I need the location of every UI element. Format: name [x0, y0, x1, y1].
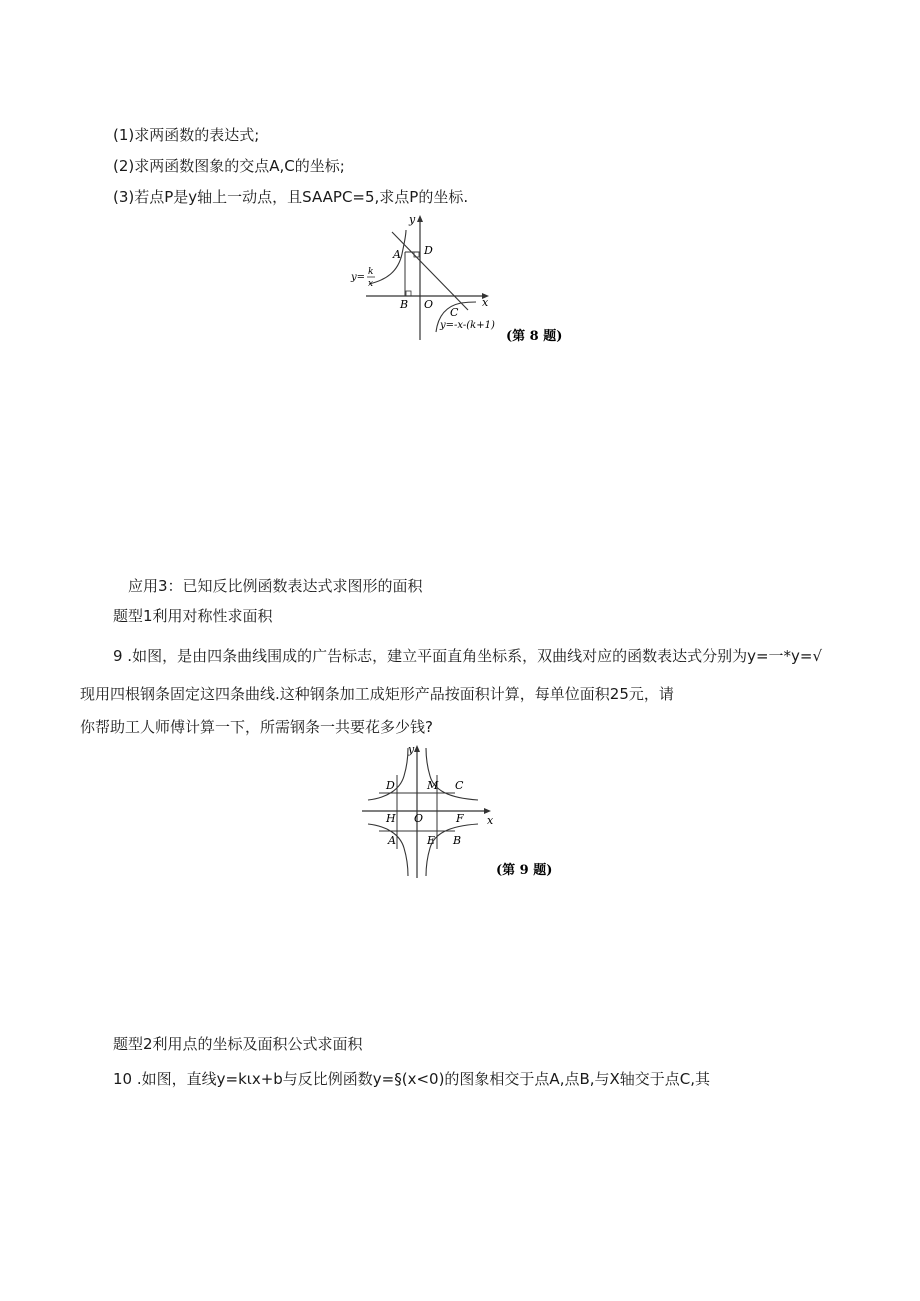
- fig8-caption: (第 8 题): [506, 329, 563, 344]
- q10-line1: 10 .如图，直线y=kιx+b与反比例函数y=§(x<0)的图象相交于点A,点B,与X轴交于点C,其: [113, 1070, 711, 1088]
- section-type1: 题型1利用对称性求面积: [113, 607, 273, 625]
- fig8-right-angle-b: [406, 291, 411, 296]
- fig8-curve-label-x: x: [368, 279, 374, 289]
- fig8-curve-label-k: k: [368, 267, 374, 277]
- q8-part3: (3)若点P是y轴上一动点，且SAAPC=5,求点P的坐标.: [113, 188, 469, 206]
- fig9-point-o: O: [414, 812, 424, 825]
- fig8-point-c: C: [450, 306, 459, 319]
- fig9-point-e: E: [427, 834, 436, 847]
- fig8-y-arrow: [417, 215, 423, 222]
- fig9-y-arrow: [414, 745, 420, 752]
- fig8-line-label: y=-x-(k+1): [440, 320, 495, 331]
- fig8-curve-label-y: y=: [351, 272, 366, 283]
- q8-part2: (2)求两函数图象的交点A,C的坐标;: [113, 157, 345, 175]
- fig8-point-b: B: [400, 298, 409, 311]
- fig8-point-d: D: [424, 244, 433, 257]
- fig9-point-m: M: [427, 779, 439, 792]
- fig9-curve-top-left: [368, 748, 408, 800]
- fig9-caption: (第 9 题): [496, 863, 553, 878]
- section-type2: 题型2利用点的坐标及面积公式求面积: [113, 1035, 363, 1053]
- fig9-point-h: H: [386, 812, 396, 825]
- fig9-curve-bottom-right: [426, 824, 478, 876]
- fig9-point-c: C: [455, 779, 464, 792]
- q8-part1: (1)求两函数的表达式;: [113, 126, 260, 144]
- q9-line1: 9 .如图，是由四条曲线围成的广告标志，建立平面直角坐标系，双曲线对应的函数表达式分别为y=一*y=√: [113, 647, 823, 665]
- fig9-point-a: A: [388, 834, 396, 847]
- fig8-point-o: O: [424, 298, 434, 311]
- fig9-curve-bottom-left: [368, 824, 408, 876]
- fig8-right-angle-d: [414, 252, 419, 257]
- q9-line2: 现用四根钢条固定这四条曲线.这种钢条加工成矩形产品按面积计算，每单位面积25元，请: [80, 685, 674, 703]
- fig9-curve-top-right: [426, 748, 478, 800]
- fig9-y-label: y: [408, 743, 415, 756]
- figure-8: [346, 210, 586, 350]
- q9-line3: 你帮助工人师傅计算一下，所需钢条一共要花多少钱?: [80, 718, 433, 736]
- fig9-point-d: D: [386, 779, 395, 792]
- section-app3: 应用3：已知反比例函数表达式求图形的面积: [128, 577, 423, 595]
- fig9-point-f: F: [456, 812, 464, 825]
- fig8-x-label: x: [482, 296, 489, 309]
- fig9-x-label: x: [487, 814, 494, 827]
- fig8-y-label: y: [409, 213, 416, 226]
- figure-9: [356, 740, 576, 880]
- fig8-point-a: A: [393, 248, 401, 261]
- fig9-point-b: B: [453, 834, 462, 847]
